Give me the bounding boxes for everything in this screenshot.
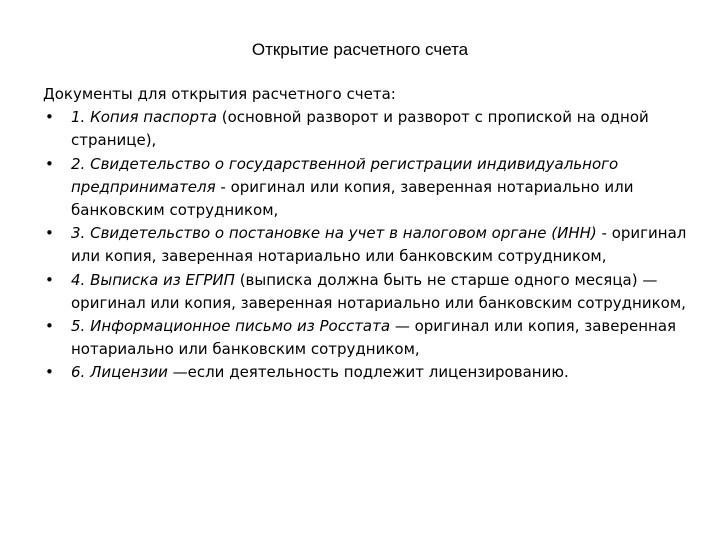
list-item (43, 361, 693, 384)
item-name: Лицензии (90, 363, 168, 382)
item-description: (выписка должна быть не старше одного месяца) — оригинал или копия, заверенная нотариально или банковским сотрудником, (71, 270, 686, 312)
item-number: 4. (71, 270, 86, 289)
list-item (43, 269, 693, 315)
list-item (43, 106, 693, 152)
item-description: (основной разворот и разворот с пропиской на одной странице), (71, 108, 649, 150)
item-number: 1. (71, 108, 86, 127)
list-item (43, 153, 693, 223)
item-name: Свидетельство о постановке на учет в налоговом органе (ИНН) (90, 224, 597, 243)
item-description: —если деятельность подлежит лицензированию. (167, 363, 569, 382)
documents-heading-text: Документы для открытия расчетного счета (43, 85, 391, 103)
bullet-icon: • (45, 270, 54, 289)
documents-heading (43, 83, 693, 106)
item-name: Копия паспорта (90, 108, 217, 127)
documents-list (43, 106, 693, 384)
item-number: 3. (71, 224, 86, 243)
bullet-icon: • (45, 108, 54, 127)
item-description: - оригинал или копия, заверенная нотариально или банковским сотрудником, (71, 224, 687, 266)
item-name: Свидетельство о государственной регистрации индивидуального предпринимателя (71, 154, 619, 196)
item-description: - оригинал или копия, заверенная нотариально или банковским сотрудником, (71, 177, 634, 220)
bullet-icon: • (45, 154, 54, 173)
item-number: 2. (71, 154, 86, 173)
bullet-icon: • (45, 224, 54, 243)
list-item (43, 222, 693, 268)
slide-title: Открытие расчетного счета (251, 40, 469, 59)
bullet-icon: • (45, 363, 54, 382)
item-number: 6. (71, 363, 86, 382)
item-description: — оригинал или копия, заверенная нотариально или банковским сотрудником, (71, 317, 677, 359)
bullet-icon: • (45, 317, 54, 336)
item-number: 5. (71, 317, 86, 336)
documents-heading-colon: : (390, 85, 396, 103)
item-name: Выписка из ЕГРИП (90, 270, 235, 289)
item-name: Информационное письмо из Росстата (90, 317, 391, 336)
list-item (43, 315, 693, 361)
slide-content (43, 83, 693, 385)
